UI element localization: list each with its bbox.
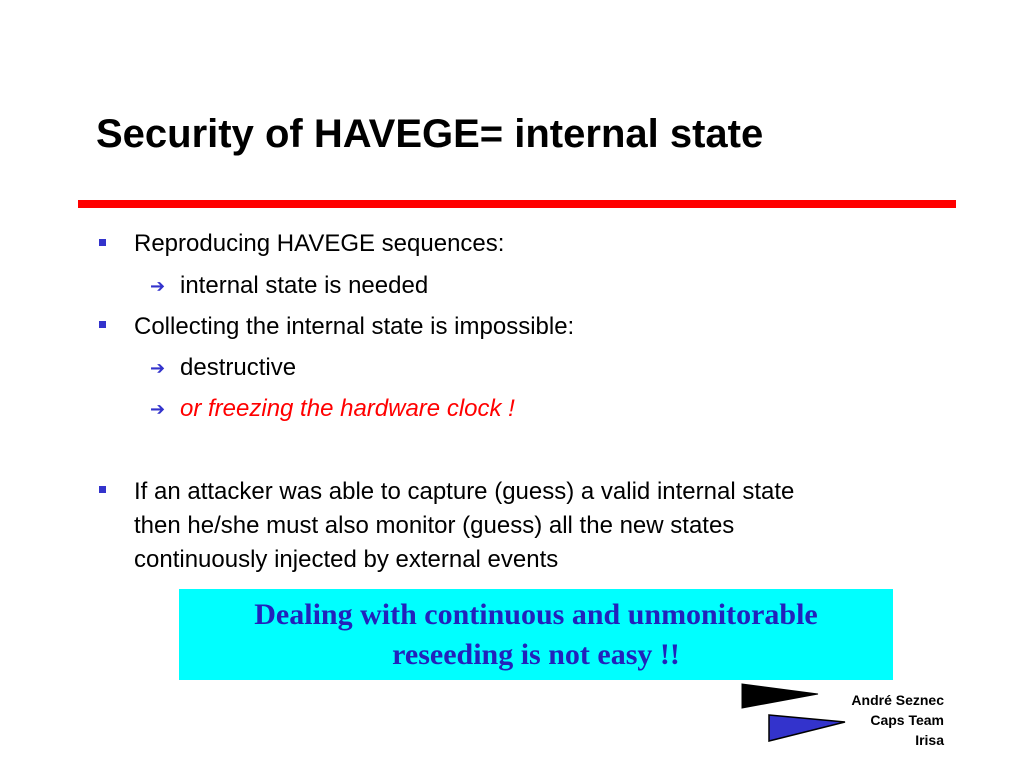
bullet-square-icon <box>99 239 106 246</box>
bullet-3-line-3: continuously injected by external events <box>134 546 559 573</box>
author-org: Irisa <box>915 732 944 748</box>
callout-box <box>179 589 893 680</box>
pennant-flags-icon <box>740 682 850 746</box>
arrow-right-icon: ➔ <box>150 276 166 297</box>
bullet-3-line-1: If an attacker was able to capture (guess) a valid internal state <box>134 478 795 505</box>
bullet-square-icon <box>99 321 106 328</box>
author-block <box>851 690 944 750</box>
arrow-right-icon: ➔ <box>150 399 166 420</box>
callout-text <box>254 595 817 675</box>
title-divider <box>78 200 956 208</box>
bullet-1-sub-1-text: internal state is needed <box>180 272 429 299</box>
bullet-3-line-2: then he/she must also monitor (guess) all the new states <box>134 512 735 539</box>
arrow-right-icon: ➔ <box>150 358 166 379</box>
bullet-1-text: Reproducing HAVEGE sequences: <box>134 230 505 257</box>
slide-title: Security of HAVEGE= internal state <box>96 112 764 156</box>
bullet-2-text: Collecting the internal state is impossible: <box>134 313 575 340</box>
bullet-2-sub-2-text: or freezing the hardware clock ! <box>180 395 515 422</box>
author-team: Caps Team <box>870 712 944 728</box>
bullet-square-icon <box>99 486 106 493</box>
author-name: André Seznec <box>851 692 944 708</box>
callout-line-2: reseeding is not easy !! <box>392 637 680 671</box>
bullet-2-sub-1-text: destructive <box>180 354 297 381</box>
callout-line-1: Dealing with continuous and unmonitorable <box>254 597 818 631</box>
